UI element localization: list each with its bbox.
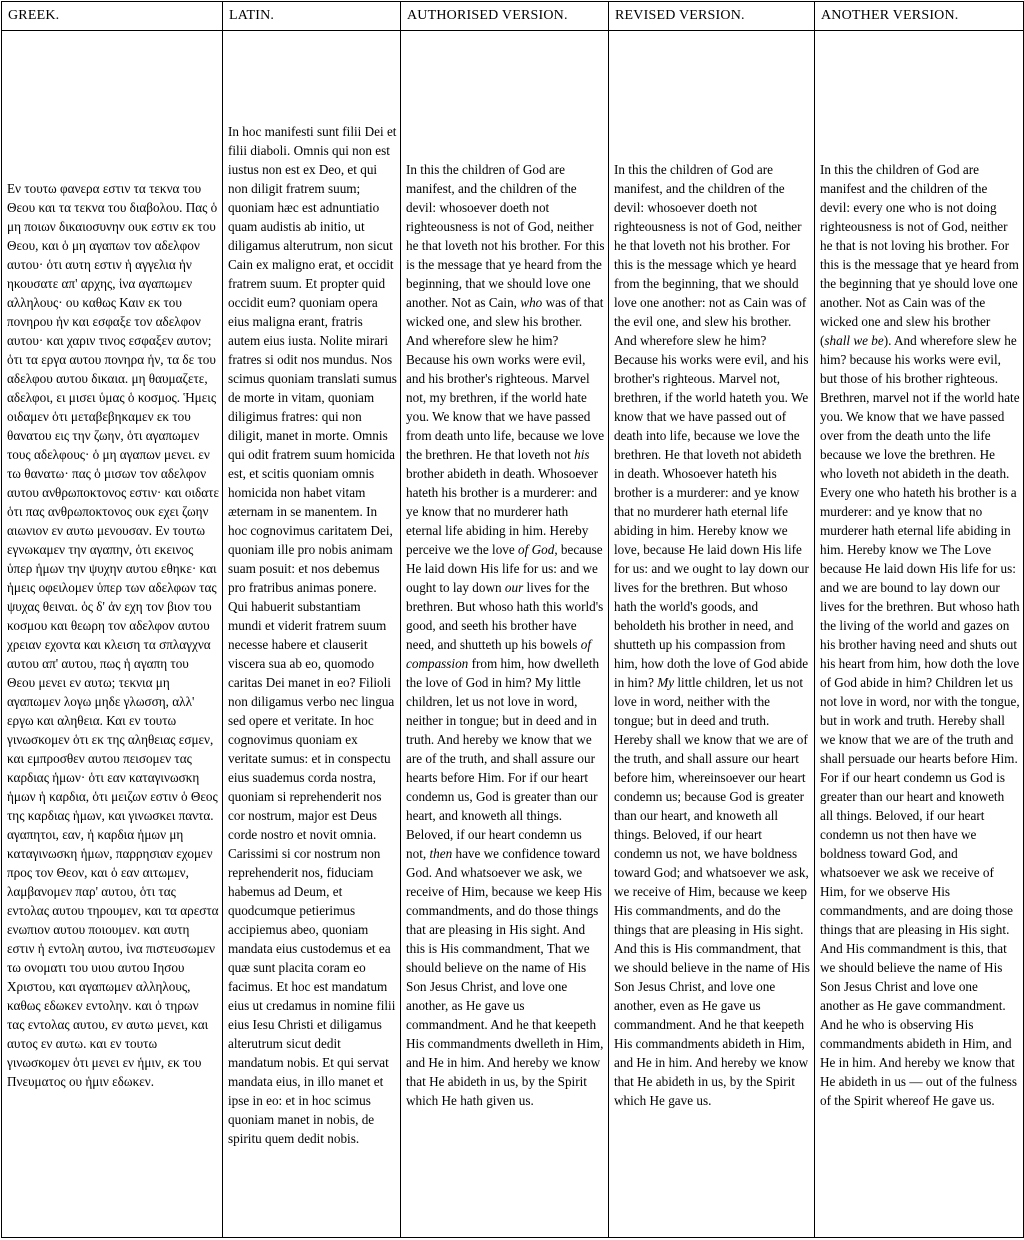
latin-text: In hoc manifesti sunt filii Dei et filii diaboli. Omnis qui non est iustus non est ex Deo, et qui non diligit fratrem suum; quoniam hæc est adnuntiatio quam audistis ab initio, ut diligamus alterutrum, non sicut Cain ex maligno erat, et occidit fratrem suum. Et propter quid occidit eum? quoniam opera eius maligna erant, fratris autem eius iusta. Nolite mirari fratres si odit nos mundus. Nos scimus quoniam translati sumus de morte in vitam, quoniam diligimus fratres: qui non diligit, manet in morte. Omnis qui odit fratrem suum homicida est, et scitis quoniam omnis homicida non habet vitam æternam in se manentem. In hoc cognovimus caritatem Dei, quoniam ille pro nobis animam suam posuit: et nos debemus pro fratribus animas ponere. Qui habuerit substantiam mundi et viderit fratrem suum necesse habere et clauserit viscera sua ab eo, quomodo caritas Dei manet in eo? Filioli non diligamus verbo nec lingua sed opere et veritate. In hoc cognovimus quoniam ex veritate sumus: et in conspectu eius suademus corda nostra, quoniam si reprehenderit nos cor nostrum, major est Deus corde nostro et novit omnia. Carissimi si cor nostrum non reprehenderit nos, fiduciam habemus ad Deum, et quodcumque petierimus accipiemus abeo, quoniam mandata eius custodemus et ea quæ sunt placita coram eo facimus. Et hoc est mandatum eius ut credamus in nomine filii eius Iesu Christi et diligamus alterutrum sicut dedit mandatum nobis. Et qui servat mandata eius, in illo manet et ipse in eo: et in hoc scimus quoniam manet in nobis, de spiritu quem dedit nobis.: [228, 124, 397, 1146]
text-span: was of that wicked one, and slew his brother. And wherefore slew he him? Because his own works were evil, and his brother's righteous. Marvel not, my brethren, if the world hate you. We know that we have passed from death unto life, because we love the brethren. He that loveth not: [406, 295, 605, 462]
text-span: , because He laid down His life for us: and we ought to lay down: [406, 542, 603, 595]
greek-cell: [2, 31, 223, 1238]
another-version-text: [820, 160, 1020, 1110]
italic-span: of compassion: [406, 637, 591, 671]
text-span: brother abideth in death. Whosoever hateth his brother is a murderer: and ye know that no murderer hath eternal life abiding in him. Hereby perceive we the love: [406, 466, 599, 557]
italic-span: My: [657, 675, 675, 690]
text-span: In this the children of God are manifest and the children of the devil: every one who is not doing righteousness is not of God, neither he that is not loving his brother. For this is the message that ye heard from the beginning that ye should love one another. Not as Cain was of the wicked one and slew his brother (: [820, 162, 1019, 348]
text-span: lives for the brethren. But whoso hath this world's good, and seeth his brother have need, and shutteth up his bowels: [406, 580, 604, 652]
text-span: ). And wherefore slew he him? because his works were evil, but those of his brother righteous. Brethren, marvel not if the world hate you. We know that we have passed over from the death unto the life because we love the brethren. He who loveth not abideth in the death. Every one who hateth his brother is a murderer: and ye know that no murderer hath eternal life abiding in him. Hereby know we The Love because He laid down His life for us: and we are bound to lay down our lives for the brethren. But whoso hath the living of the world and gazes on his brother having need and shuts out his heart from him, how doth the love of God abide in him? Children let us not love in word, nor with the tongue, but in work and truth. Hereby shall we know that we are of the truth and shall persuade our hearts before Him. For if our heart condemn us God is greater than our heart and knoweth all things. Beloved, if our heart condemn us not then have we boldness toward God, and whatsoever we ask we receive of Him, for we observe His commandments, and are doing those things that are pleasing in His sight. And His commandment is this, that we should believe the name of His Son Jesus Christ and love one another as He gave commandment. And he who is observing His commandments abideth in Him, and He in him. And hereby we know that He abideth in us — out of the fulness of the Spirit whereof He gave us.: [820, 333, 1020, 1108]
header-row: [2, 2, 1024, 31]
greek-text: Εν τουτω φανερα εστιν τα τεκνα του Θεου και τα τεκνα του διαβολου. Πας ὁ μη ποιων δικαιοσυνην ουκ εστιν εκ του Θεου, και ὁ μη αγαπων τον αδελφον αυτου· ὁτι αυτη εστιν ἡ αγγελια ἡν ηκουσατε απ' αρχης, ἱνα αγαπωμεν αλληλους· ου καθως Καιν εκ του πονηρου ἡν και εσφαξε τον αδελφον αυτου· και χαριν τινος εσφαξεν αυτον; ὁτι τα εργα αυτου πονηρα ἡν, τα δε του αδελφου αυτου δικαια. μη θαυμαζετε, αδελφοι, ει μισει ὑμας ὁ κοσμος. Ἡμεις οιδαμεν ὁτι μεταβεβηκαμεν εκ του θανατου εις την ζωην, ὁτι αγαπωμεν τους αδελφους· ὁ μη αγαπων μενει. εν τω θανατω· πας ὁ μισων τον αδελφον αυτου ανθρωποκτονος εστιν· και οιδατε ὁτι πας ανθρωποκτονος ουκ εχει ζωην αιωνιον εν αυτω μενουσαν. Εν τουτω εγνωκαμεν την αγαπην, ὁτι εκεινος ὑπερ ἡμων την ψυχην αυτου εθηκε· και ἡμεις οφειλομεν ὑπερ των αδελφων τας ψυχας θειναι. ὁς δ' ἀν εχη τον βιον του κοσμου και θεωρη τον αδελφον αυτου χρειαν εχοντα και κλειση τα σπλαγχνα αυτου απ' αυτου, πως ἡ αγαπη του Θεου μενει εν αυτω; τεκνια μη αγαπωμεν λογω μηδε γλωσση, αλλ' εργω και αληθεια. Και εν τουτω γινωσκομεν ὁτι εκ της αληθειας εσμεν, και εμπροσθεν αυτου πεισομεν τας καρδιας ἡμων· ὁτι εαν καταγινωσκη ἡμων ἡ καρδια, ὁτι μειζων εστιν ὁ Θεος της καρδιας ἡμων, και γινωσκει παντα. αγαπητοι, εαν, ἡ καρδια ἡμων μη καταγινωσκη ἡμων, παρρησιαν εχομεν προς τον Θεον, και ὁ εαν αιτωμεν, λαμβανομεν παρ' αυτου, ὁτι τας εντολας αυτου τηρουμεν, και τα αρεστα ενωπιον αυτου ποιουμεν. και αυτη εστιν ἡ εντολη αυτου, ἱνα πιστευσωμεν τω ονοματι του υιου αυτου Ιησου Χριστου, και αγαπωμεν αλληλους, καθως εδωκεν εντολην. και ὁ τηρων τας εντολας αυτου, εν αυτω μενει, και αυτος εν αυτω. και εν τουτω γινωσκομεν ὁτι μενει εν ἡμιν, εκ του Πνευματος ου ἡμιν εδωκεν.: [7, 181, 220, 1089]
text-span: from him, how dwelleth the love of God in him? My little children, let us not love in word, neither in tongue; but in deed and in truth. And hereby we know that we are of the truth, and shall assure our hearts before Him. For if our heart condemn us, God is greater than our heart, and knoweth all things. Beloved, if our heart condemn us not,: [406, 656, 600, 861]
header-another-version: ANOTHER VERSION.: [815, 2, 1024, 31]
italic-span: who: [520, 295, 543, 310]
header-greek: GREEK.: [2, 2, 223, 31]
italic-span: shall we be: [824, 333, 884, 348]
header-latin: LATIN.: [223, 2, 401, 31]
authorised-version-cell: [401, 31, 609, 1238]
italic-span: of God: [518, 542, 555, 557]
italic-span: our: [504, 580, 524, 595]
italic-span: his: [574, 447, 590, 462]
authorised-version-text: [406, 160, 605, 1110]
text-span: little children, let us not love in word, neither with the tongue; but in deed and truth. Hereby shall we know that we are of the truth, and shall assure our heart before him, whereinsoever our heart condemn us; because God is greater than our heart, and knoweth all things. Beloved, if our heart condemn us not, we have boldness toward God; and whatsoever we ask, we receive of Him, because we keep His commandments, and do the things that are pleasing in His sight. And this is His commandment, that we should believe in the name of His Son Jesus Christ, and love one another, even as He gave us commandment. And he that keepeth His commandments abideth in Him, and He in him. And hereby we know that He abideth in us, by the Spirit which He gave us.: [614, 675, 810, 1108]
latin-cell: [223, 31, 401, 1238]
revised-version-text: [614, 160, 811, 1110]
header-revised-version: REVISED VERSION.: [609, 2, 815, 31]
italic-span: then: [429, 846, 453, 861]
another-version-cell: [815, 31, 1024, 1238]
text-span: In this the children of God are manifest, and the children of the devil: whosoever doeth not righteousness is not of God, neither he that loveth not his brother. For this is the message which ye heard from the beginning, that we should love one another: not as Cain was of the evil one, and slew his brother. And wherefore slew he him? Because his works were evil, and his brother's righteous. Marvel not, brethren, if the world hateth you. We know that we have passed out of death into life, because we love the brethren. He that loveth not abideth in death. Whosoever hateth his brother is a murderer: and ye know that no murderer hath eternal life abiding in him. Hereby know we love, because He laid down His life for us: and we ought to lay down our lives for the brethren. But whoso hath the world's goods, and beholdeth his brother in need, and shutteth up his compassion from him, how doth the love of God abide in him?: [614, 162, 809, 690]
header-authorised-version: AUTHORISED VERSION.: [401, 2, 609, 31]
text-span: have we confidence toward God. And whatsoever we ask, we receive of Him, because we keep His commandments, and do those things that are pleasing in His sight. And this is His commandment, That we should believe on the name of His Son Jesus Christ, and love one another, as He gave us commandment. And he that keepeth His commandments dwelleth in Him, and He in him. And hereby we know that He abideth in us, by the Spirit which He hath given us.: [406, 846, 604, 1108]
text-span: In this the children of God are manifest, and the children of the devil: whosoever doeth not righteousness is not of God, neither he that loveth not his brother. For this is the message that ye heard from the beginning, that we should love one another. Not as Cain,: [406, 162, 605, 310]
revised-version-cell: [609, 31, 815, 1238]
text-row: [2, 31, 1024, 1238]
parallel-versions-table: [1, 1, 1024, 1238]
